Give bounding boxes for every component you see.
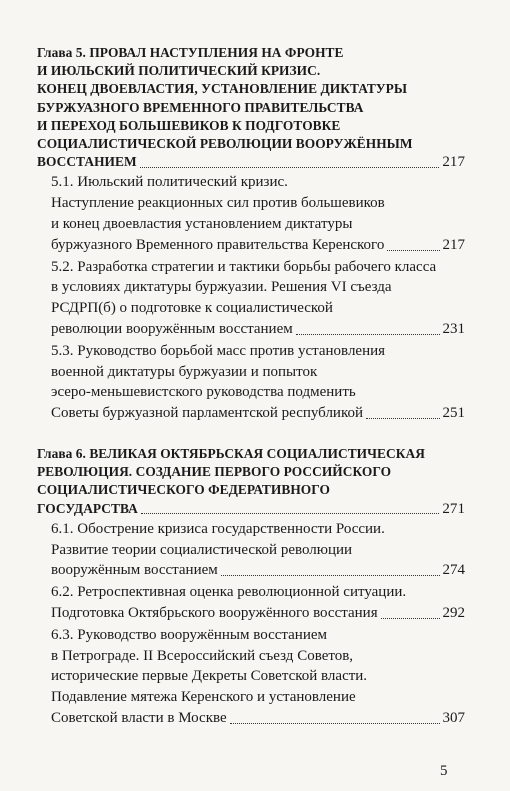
dot-leader (296, 334, 440, 335)
section-6-1[interactable] (37, 519, 465, 581)
table-of-contents (37, 44, 465, 737)
chapter-title-line: Глава 6. ВЕЛИКАЯ ОКТЯБРЬСКАЯ СОЦИАЛИСТИЧЕСКАЯ (37, 445, 425, 461)
section-line: Наступление реакционных сил против большевиков (51, 195, 385, 212)
chapter-title-line: РЕВОЛЮЦИЯ. СОЗДАНИЕ ПЕРВОГО РОССИЙСКОГО (37, 464, 392, 480)
chapter-6 (37, 445, 465, 729)
section-line: эсеро-меньшевистского руководства подменить (51, 384, 356, 401)
chapter-title-last-line: ВОССТАНИЕМ (37, 154, 137, 170)
section-entry-line (51, 319, 465, 340)
folio-page-number: 5 (440, 763, 448, 779)
page-number: 217 (442, 236, 465, 253)
chapter-title-line: КОНЕЦ ДВОЕВЛАСТИЯ, УСТАНОВЛЕНИЕ ДИКТАТУРЫ (37, 81, 408, 97)
section-line: Развитие теории социалистической революции (51, 541, 353, 558)
chapter-title-last-line: ГОСУДАРСТВА (37, 500, 138, 516)
page-number: 231 (442, 321, 465, 337)
chapter-title-line: Глава 5. ПРОВАЛ НАСТУПЛЕНИЯ НА ФРОНТЕ (37, 45, 344, 60)
section-entry-line (51, 403, 465, 424)
section-last-line: вооружённым восстанием (51, 562, 218, 579)
dot-leader (366, 418, 439, 419)
section-last-line: Советы буржуазной парламентской республикой (51, 405, 364, 422)
chapter-title (37, 44, 465, 171)
dot-leader (381, 618, 440, 619)
chapter-gap (37, 432, 465, 445)
page-number: 307 (442, 709, 465, 726)
section-line: 6.2. Ретроспективная оценка революционной ситуации. (51, 584, 407, 601)
chapter-title (37, 445, 465, 518)
chapter-title-line: И ИЮЛЬСКИЙ ПОЛИТИЧЕСКИЙ КРИЗИС. (37, 63, 321, 79)
section-line: 5.3. Руководство борьбой масс против установления (51, 342, 386, 359)
section-6-2[interactable] (37, 582, 465, 624)
section-line: РСДРП(б) о подготовке к социалистической (51, 300, 333, 317)
section-line: 6.3. Руководство вооружённым восстанием (51, 626, 327, 643)
chapter-title-line: СОЦИАЛИСТИЧЕСКОЙ РЕВОЛЮЦИИ ВООРУЖЁННЫМ (37, 136, 413, 152)
page-number: 251 (442, 405, 465, 422)
section-last-line: буржуазного Временного правительства Керенского (51, 236, 385, 253)
dot-leader (221, 575, 440, 576)
section-last-line: революции вооружённым восстанием (51, 321, 293, 337)
section-entry-line (51, 708, 465, 729)
chapter-5 (37, 44, 465, 424)
section-5-3[interactable] (37, 341, 465, 424)
page-number: 274 (442, 562, 465, 579)
chapter-entry-line[interactable] (37, 500, 465, 518)
section-line: 5.1. Июльский политический кризис. (51, 174, 288, 191)
section-line: в условиях диктатуры буржуазии. Решения VI съезда (51, 279, 392, 296)
section-line: 5.2. Разработка стратегии и тактики борьбы рабочего класса (51, 258, 437, 275)
section-5-2[interactable] (37, 257, 465, 340)
dot-leader (140, 167, 440, 168)
section-last-line: Советской власти в Москве (51, 709, 227, 726)
chapter-entry-line[interactable] (37, 153, 465, 171)
dot-leader (230, 723, 440, 724)
section-line: и конец двоевластия установлением диктатуры (51, 216, 353, 233)
page-number: 292 (442, 604, 465, 621)
chapter-title-line: СОЦИАЛИСТИЧЕСКОГО ФЕДЕРАТИВНОГО (37, 482, 330, 498)
section-entry-line (51, 603, 465, 624)
section-6-3[interactable] (37, 625, 465, 729)
section-last-line: Подготовка Октябрьского вооружённого восстания (51, 604, 378, 621)
section-entry-line (51, 235, 465, 256)
section-line: в Петрограде. II Всероссийский съезд Советов, (51, 647, 354, 664)
chapter-title-line: БУРЖУАЗНОГО ВРЕМЕННОГО ПРАВИТЕЛЬСТВА (37, 99, 364, 115)
chapter-title-line: И ПЕРЕХОД БОЛЬШЕВИКОВ К ПОДГОТОВКЕ (37, 117, 341, 133)
page-number: 271 (442, 500, 465, 517)
section-line: военной диктатуры буржуазии и попыток (51, 363, 318, 380)
dot-leader (141, 513, 439, 514)
page-number: 217 (442, 154, 465, 171)
section-line: исторические первые Декреты Советской власти. (51, 668, 368, 685)
section-line: 6.1. Обострение кризиса государственности России. (51, 520, 385, 537)
section-5-1[interactable] (37, 172, 465, 255)
section-line: Подавление мятежа Керенского и установление (51, 689, 356, 706)
section-entry-line (51, 560, 465, 581)
dot-leader (387, 250, 439, 251)
